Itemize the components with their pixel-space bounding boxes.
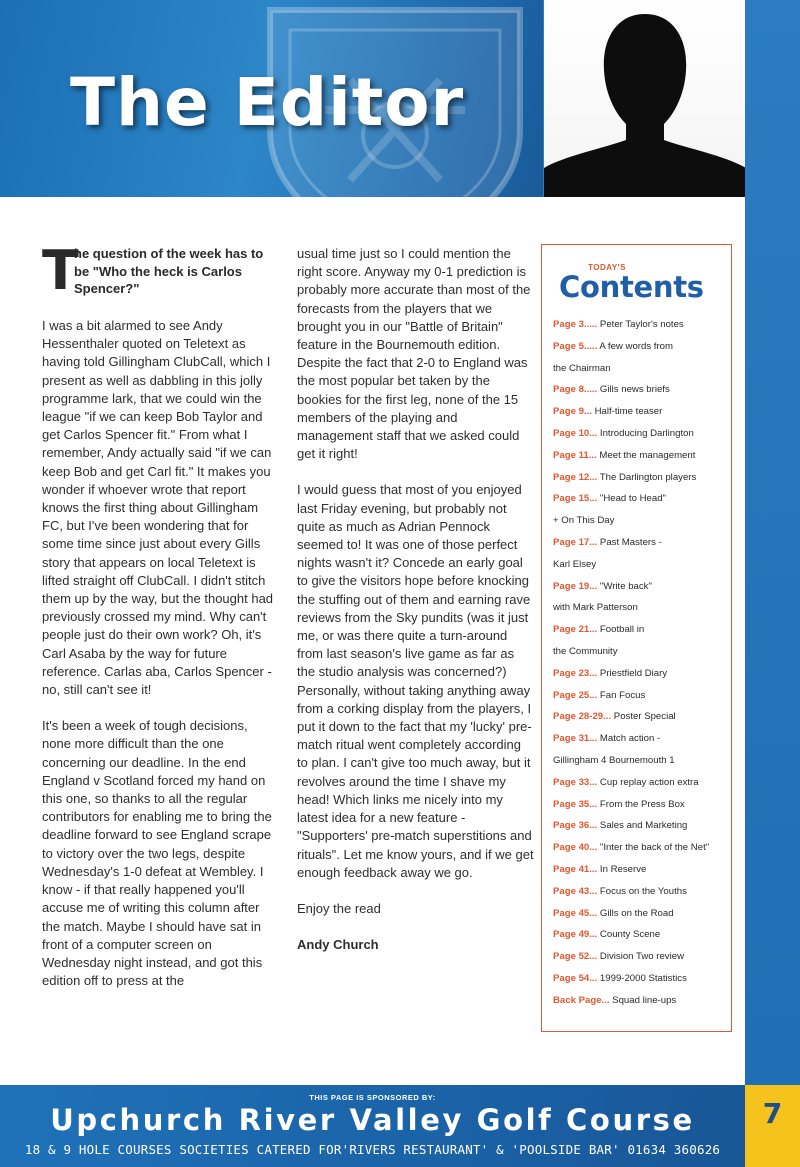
contents-page-ref: Page 9... (553, 406, 592, 418)
contents-page-ref: Page 33... (553, 776, 598, 788)
sponsor-footer (0, 1085, 745, 1167)
contents-row (553, 815, 721, 837)
contents-box (541, 244, 732, 1032)
contents-item-title: Sales and Marketing (597, 820, 688, 832)
drop-cap: T (42, 239, 79, 302)
article-column-2 (297, 245, 535, 954)
contents-list (553, 314, 721, 1012)
contents-row (553, 663, 721, 685)
contents-item-title: From the Press Box (597, 798, 685, 810)
header-banner (0, 0, 745, 197)
contents-page-ref: Page 36... (553, 820, 598, 832)
contents-item-title: Peter Taylor's notes (597, 319, 684, 330)
article-closing-line: Enjoy the read (297, 900, 381, 916)
contents-page-ref: Page 12... (553, 471, 598, 483)
contents-page-ref: Page 40... (553, 842, 598, 854)
editor-photo (543, 0, 745, 197)
contents-page-ref: Page 54... (553, 972, 598, 984)
contents-row (553, 358, 721, 380)
contents-item-title: Focus on the Youths (597, 885, 687, 897)
contents-row (553, 946, 721, 968)
contents-page-ref: Page 17... (553, 536, 598, 548)
contents-item-title: the Chairman (553, 362, 611, 374)
contents-row (553, 423, 721, 445)
contents-item-title: + On This Day (553, 515, 615, 527)
side-color-strip (745, 0, 800, 1167)
contents-page-ref: Page 19... (553, 580, 598, 592)
contents-row (553, 750, 721, 772)
contents-row (553, 336, 721, 358)
contents-item-title: County Scene (597, 929, 661, 941)
contents-page-ref: Page 28-29... (553, 711, 612, 723)
contents-page-ref: Page 49... (553, 929, 598, 941)
contents-page-ref: Page 31... (553, 733, 598, 745)
contents-row (553, 379, 721, 401)
contents-page-ref: Page 52... (553, 951, 598, 963)
contents-item-title: Squad line-ups (609, 994, 677, 1006)
contents-row (553, 837, 721, 859)
contents-page-ref: Page 15... (553, 493, 598, 505)
article-paragraph: It's been a week of tough decisions, none more difficult than the one concerning our deadline. In the end England v Scotland forced my hand on this one, so thanks to all the regular contributors for enabling me to bring the deadline forward to see England scrape to victory over the two legs, despite Wednesday's 1-0 defeat at Wembley. I know - if that really happened you'll accuse me of writing this column after the match. Maybe I should have sat in front of a computer screen on Wednesday night instead, and got this edition off to press at the (42, 718, 272, 989)
contents-item-title: Gillingham 4 Bournemouth 1 (553, 754, 675, 766)
contents-page-ref: Page 25... (553, 689, 598, 701)
contents-row (553, 924, 721, 946)
contents-page-ref: Page 43... (553, 885, 598, 897)
contents-page-ref: Page 45... (553, 907, 598, 919)
contents-item-title: Match action - (597, 733, 661, 745)
contents-row (553, 859, 721, 881)
contents-row (553, 510, 721, 532)
sponsor-label: THIS PAGE IS SPONSORED BY: (309, 1093, 436, 1102)
contents-item-title: Poster Special (611, 711, 676, 723)
article-paragraph: I was a bit alarmed to see Andy Hessenthaler quoted on Teletext as having told Gillingham ClubCall, which I present as well as dabbling in this jolly programme lark, that we could win the league "if we can keep Bob Taylor and get Carlos Spencer fit." From what I remember, Andy actually said "if we can keep Bob and get Carl fit." It makes you wonder if whoever wrote that report knows the first thing about Gillingham FC, but I've been wondering that for some time since just about every Gills story that appears on local Teletext is lifted straight off ClubCall. I didn't stitch them up by the way, but the thought had previously crossed my mind. Why can't people just do their own work? Oh, it's Carl Asaba by the way for future reference. Carlas aba, Carlos Spencer - no, still can't see it! (42, 318, 274, 698)
page-number: 7 (762, 1097, 783, 1130)
contents-item-title: Meet the management (596, 449, 696, 461)
contents-row (553, 597, 721, 619)
contents-item-title: Half-time teaser (591, 406, 663, 418)
contents-item-title: the Community (553, 645, 618, 657)
intro-headline: he question of the week has to be "Who the heck is Carlos Spencer?" (74, 246, 264, 296)
contents-page-ref: Page 35... (553, 798, 598, 810)
article-paragraph: usual time just so I could mention the right score. Anyway my 0-1 prediction is probably more accurate than most of the forecasts from the players that we brought you in our "Battle of Britain" feature in the Bournemouth edition. Despite the fact that 2-0 to England was the most popular bet taken by the bookies for the first leg, none of the 15 members of the playing and management staff that we asked could get it right! (297, 246, 531, 462)
sponsor-details: 18 & 9 HOLE COURSES SOCIETIES CATERED FOR'RIVERS RESTAURANT' & 'POOLSIDE BAR' 01634 360626 (24, 1142, 721, 1157)
author-signoff: Andy Church (297, 937, 379, 953)
contents-row (553, 794, 721, 816)
contents-row (553, 445, 721, 467)
contents-row (553, 881, 721, 903)
contents-row (553, 619, 721, 641)
contents-row (553, 576, 721, 598)
contents-title: Contents (559, 270, 704, 304)
contents-item-title: In Reserve (597, 863, 647, 875)
contents-item-title: Introducing Darlington (597, 427, 694, 439)
contents-kicker: TODAY'S (588, 263, 626, 272)
page-title: The Editor (70, 64, 465, 141)
contents-item-title: Past Masters - (597, 536, 662, 548)
contents-row (553, 728, 721, 750)
contents-row (553, 990, 721, 1012)
contents-item-title: Karl Elsey (553, 558, 597, 570)
contents-row (553, 314, 721, 336)
contents-item-title: Priestfield Diary (597, 667, 668, 679)
contents-page-ref: Page 5..... (553, 340, 598, 352)
contents-row (553, 467, 721, 489)
contents-item-title: "Write back" (597, 580, 652, 592)
contents-item-title: Gills news briefs (597, 384, 670, 396)
contents-row (553, 706, 721, 728)
contents-page-ref: Back Page... (553, 994, 610, 1006)
contents-page-ref: Page 21... (553, 624, 598, 636)
article-column-1 (42, 239, 277, 1008)
contents-item-title: Division Two review (597, 951, 684, 963)
contents-row (553, 903, 721, 925)
contents-row (553, 641, 721, 663)
contents-item-title: "Head to Head" (597, 493, 666, 505)
article-intro (42, 239, 277, 302)
editor-silhouette-icon (544, 0, 745, 197)
contents-item-title: Football in (597, 624, 645, 636)
contents-item-title: Cup replay action extra (597, 776, 699, 788)
contents-item-title: A few words from (597, 340, 673, 352)
contents-item-title: Fan Focus (597, 689, 646, 701)
contents-row (553, 401, 721, 423)
contents-page-ref: Page 11... (553, 449, 597, 461)
contents-item-title: "Inter the back of the Net" (597, 842, 710, 854)
contents-page-ref: Page 3..... (553, 319, 598, 330)
contents-item-title: The Darlington players (597, 471, 697, 483)
contents-row (553, 968, 721, 990)
contents-row (553, 532, 721, 554)
contents-item-title: 1999-2000 Statistics (597, 972, 687, 984)
contents-row (553, 488, 721, 510)
contents-page-ref: Page 8..... (553, 384, 598, 396)
contents-page-ref: Page 10... (553, 427, 598, 439)
contents-page-ref: Page 41... (553, 863, 598, 875)
contents-row (553, 685, 721, 707)
contents-row (553, 554, 721, 576)
contents-item-title: Gills on the Road (597, 907, 674, 919)
article-paragraph: I would guess that most of you enjoyed last Friday evening, but probably not quite as much as Adrian Pennock seemed to! It was one of those perfect nights wasn't it? Concede an early goal to give the visitors hope before knocking the stuffing out of them and earning rave reviews from the Sky pundits (was it just me, or was there quite a turn-around from last season's live game as far as the studio analysis was concerned?) Personally, without taking anything away from a corking display from the players, I put it down to the fact that my 'lucky' pre-match ritual went completely according to plan. I can't give too much away, but it revolves around the time I shave my head! Which links me nicely into my latest idea for a new feature - "Supporters' pre-match superstitions and rituals". Let me know yours, and if we get enough feedback away we go. (297, 482, 534, 880)
contents-row (553, 772, 721, 794)
page-number-box (745, 1085, 800, 1167)
contents-item-title: with Mark Patterson (553, 602, 638, 614)
contents-page-ref: Page 23... (553, 667, 598, 679)
sponsor-name: Upchurch River Valley Golf Course (50, 1103, 695, 1137)
